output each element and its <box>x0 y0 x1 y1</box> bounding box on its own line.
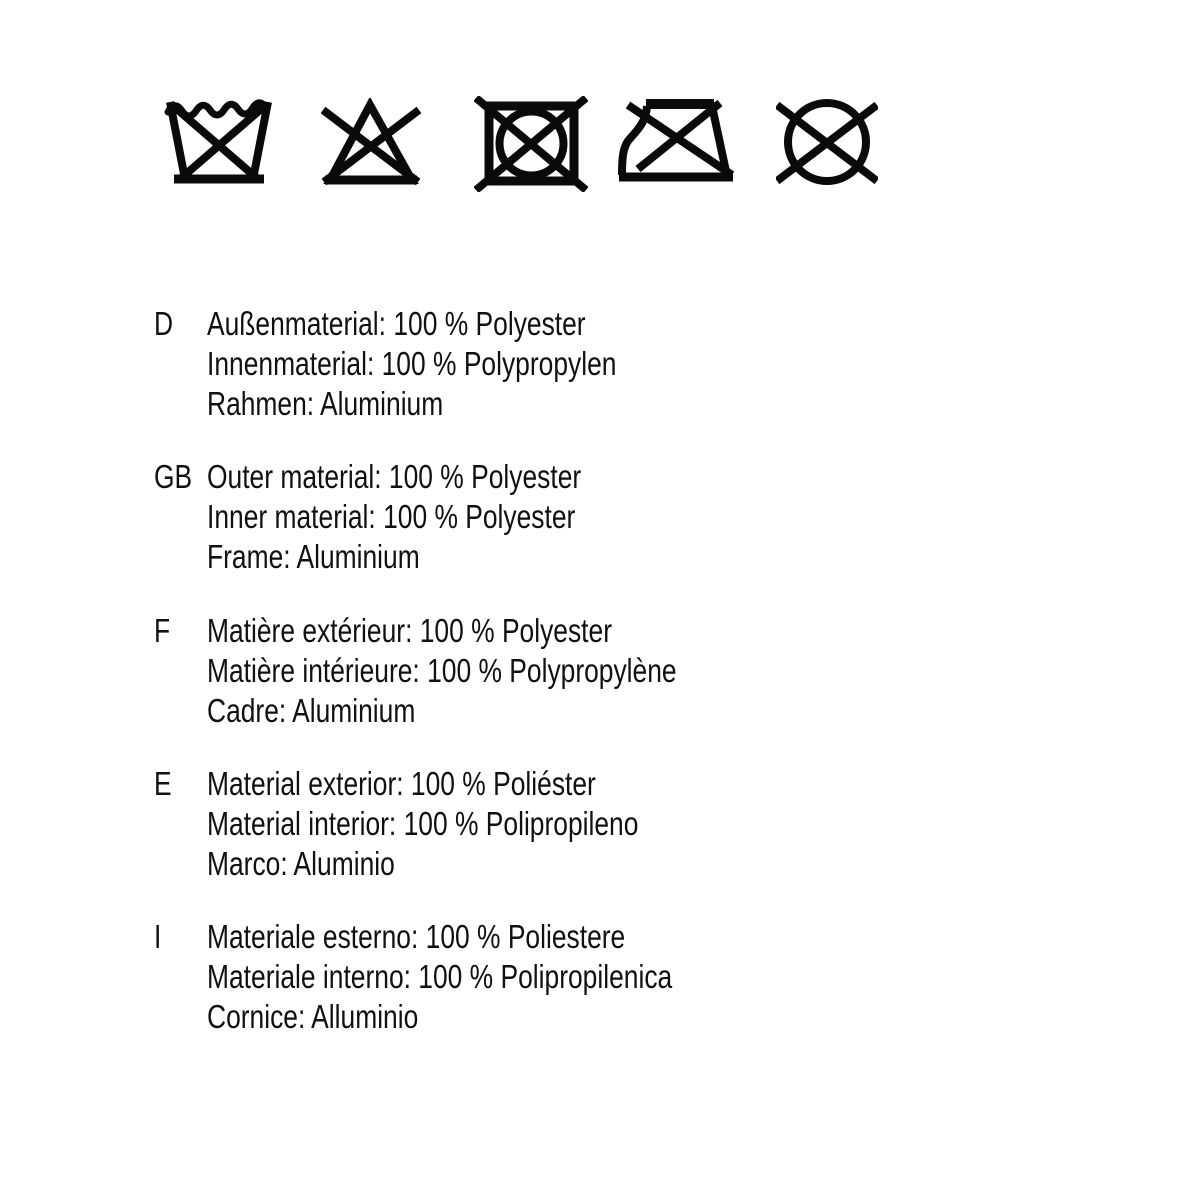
material-line: Marco: Aluminio <box>207 845 395 882</box>
material-line: Cornice: Alluminio <box>207 998 419 1035</box>
material-line: Matière extérieur: 100 % Polyester <box>207 612 612 649</box>
material-line: Materiale esterno: 100 % Poliestere <box>207 918 626 955</box>
do-not-iron-icon <box>618 96 744 188</box>
language-code: E <box>154 765 172 802</box>
material-line: Cadre: Aluminium <box>207 692 416 729</box>
material-line: Außenmaterial: 100 % Polyester <box>207 305 586 342</box>
do-not-tumble-dry-icon <box>474 96 588 192</box>
material-line: Rahmen: Aluminium <box>207 385 444 422</box>
material-line: Inner material: 100 % Polyester <box>207 498 576 535</box>
material-line: Outer material: 100 % Polyester <box>207 458 582 495</box>
material-line: Material exterior: 100 % Poliéster <box>207 765 596 802</box>
do-not-dry-clean-icon <box>776 96 878 190</box>
material-line: Materiale interno: 100 % Polipropilenica <box>207 958 673 995</box>
language-code: GB <box>154 458 193 495</box>
do-not-bleach-icon <box>321 98 421 190</box>
material-line: Matière intérieure: 100 % Polypropylène <box>207 652 677 689</box>
material-line: Innenmaterial: 100 % Polypropylen <box>207 345 617 382</box>
language-code: I <box>154 918 162 955</box>
do-not-wash-icon <box>163 99 275 191</box>
language-code: D <box>154 305 174 342</box>
material-line: Material interior: 100 % Polipropileno <box>207 805 639 842</box>
material-line: Frame: Aluminium <box>207 538 420 575</box>
language-code: F <box>154 612 171 649</box>
